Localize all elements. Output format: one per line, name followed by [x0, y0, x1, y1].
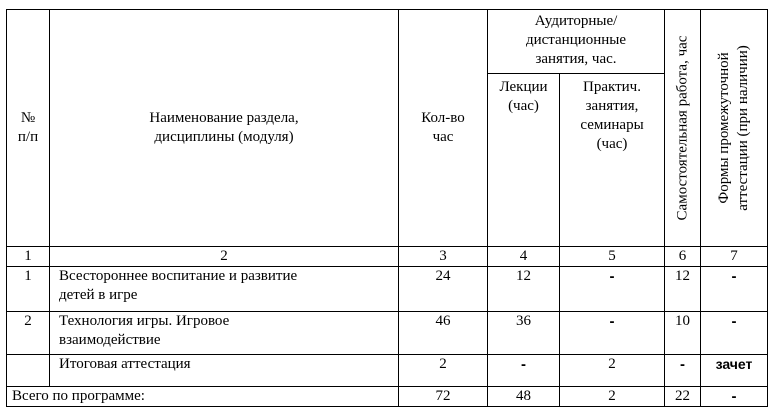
- curriculum-table: [6, 9, 768, 407]
- row-hours: 46: [399, 312, 488, 355]
- row-selfwork: 10: [665, 312, 701, 355]
- column-number: 5: [560, 247, 665, 267]
- header-selfwork: Самостоятельная работа, час: [665, 10, 701, 247]
- total-row: [7, 387, 768, 407]
- column-number-row: [7, 247, 768, 267]
- row-forms: -: [701, 312, 768, 355]
- row-name: Технология игры. Игровое взаимодействие: [50, 312, 399, 355]
- header-num: № п/п: [7, 10, 50, 247]
- header-forms: Формы промежуточной аттестации (при наличии): [701, 10, 768, 247]
- total-lectures: 48: [488, 387, 560, 407]
- table-row: [7, 267, 768, 312]
- column-number: 2: [50, 247, 399, 267]
- row-selfwork: -: [665, 355, 701, 387]
- row-selfwork: 12: [665, 267, 701, 312]
- row-practice: 2: [560, 355, 665, 387]
- header-name: Наименование раздела, дисциплины (модуля): [50, 10, 399, 247]
- column-number: 3: [399, 247, 488, 267]
- total-practice: 2: [560, 387, 665, 407]
- header-hours: Кол-во час: [399, 10, 488, 247]
- row-lectures: 36: [488, 312, 560, 355]
- column-number: 1: [7, 247, 50, 267]
- header-auditorium: Аудиторные/ дистанционные занятия, час.: [488, 10, 665, 74]
- column-number: 4: [488, 247, 560, 267]
- column-number: 6: [665, 247, 701, 267]
- table-row: [7, 312, 768, 355]
- table-row: [7, 355, 768, 387]
- row-hours: 24: [399, 267, 488, 312]
- row-hours: 2: [399, 355, 488, 387]
- row-practice: -: [560, 312, 665, 355]
- row-forms: зачет: [701, 355, 768, 387]
- row-practice: -: [560, 267, 665, 312]
- row-num: 2: [7, 312, 50, 355]
- row-name: Итоговая аттестация: [50, 355, 399, 387]
- header-lectures: Лекции (час): [488, 74, 560, 247]
- total-label: Всего по программе:: [7, 387, 399, 407]
- row-name: Всестороннее воспитание и развитие детей в игре: [50, 267, 399, 312]
- row-num: 1: [7, 267, 50, 312]
- total-selfwork: 22: [665, 387, 701, 407]
- total-forms: -: [701, 387, 768, 407]
- row-lectures: -: [488, 355, 560, 387]
- row-lectures: 12: [488, 267, 560, 312]
- row-num: [7, 355, 50, 387]
- column-number: 7: [701, 247, 768, 267]
- row-forms: -: [701, 267, 768, 312]
- header-practice: Практич. занятия, семинары (час): [560, 74, 665, 247]
- total-hours: 72: [399, 387, 488, 407]
